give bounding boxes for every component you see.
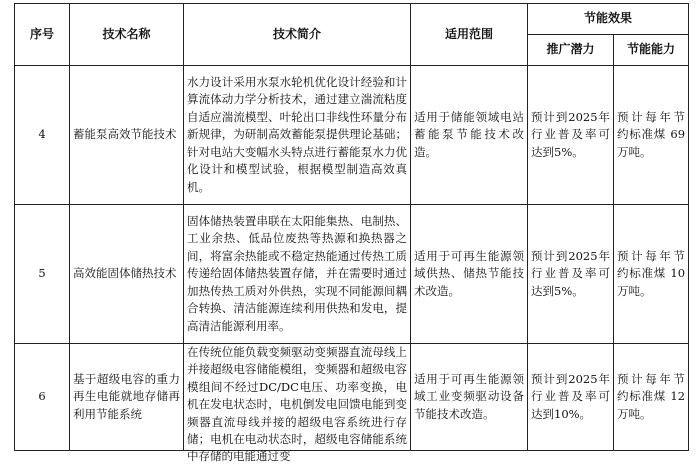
header-scope: 适用范围 <box>411 4 528 66</box>
row-potential: 预计到2025年行业普及率可达到5%。 <box>528 66 614 205</box>
table-row <box>15 344 689 451</box>
row-capacity: 预计每年节约标准煤 12 万吨。 <box>614 344 689 451</box>
table-row <box>15 205 689 344</box>
row-scope: 适用于储能领域电站蓄能泵节能技术改造。 <box>411 66 528 205</box>
row-seq: 4 <box>15 66 70 205</box>
row-name: 蓄能泵高效节能技术 <box>70 66 184 205</box>
row-name: 高效能固体储热技术 <box>70 205 184 344</box>
header-capacity: 节能能力 <box>614 35 689 66</box>
table-row <box>15 66 689 205</box>
row-intro-cell <box>184 344 411 464</box>
row-intro: 在传统位能负载变频驱动变频器直流母线上并接超级电容储能模组，变频器和超级电容模组间不经过DC/DC电压、功率变换，电机在发电状态时，电机倒发电回馈电能到变频器直流母线并接的超级电容系统进行存储；电机在电动状态时，超级电容储能系统中存储的电能通过变 <box>187 345 407 464</box>
header-intro: 技术简介 <box>184 4 411 66</box>
row-intro: 固体储热装置串联在太阳能集热、电制热、工业余热、低品位废热等热源和换热器之间，将富余热能或不稳定热能通过传热工质传递给固体储热装置存储，并在需要时通过加热传热工质对外供热，实现不同能源间耦合转换、清洁能源连续利用供热和发电，提高清洁能源利用率。 <box>184 205 411 344</box>
row-scope: 适用于可再生能源领域供热、储热节能技术改造。 <box>411 205 528 344</box>
row-potential: 预计到2025年行业普及率可达到5%。 <box>528 205 614 344</box>
row-seq: 5 <box>15 205 70 344</box>
header-potential: 推广潜力 <box>528 35 614 66</box>
row-capacity: 预计每年节约标准煤 69 万吨。 <box>614 66 689 205</box>
row-intro: 水力设计采用水泵水轮机优化设计经验和计算流体动力学分析技术，通过建立湍流粘度自适应湍流模型、叶轮出口非线性环量分布新规律，为研制高效蓄能泵提供理论基础；针对电站大变幅水头特点进行蓄能泵水力优化设计和模型试验，根据模型制造高效真机。 <box>184 66 411 205</box>
row-capacity: 预计每年节约标准煤 10 万吨。 <box>614 205 689 344</box>
row-name: 基于超级电容的重力再生电能就地存储再利用节能系统 <box>70 344 184 451</box>
row-potential: 预计到2025年行业普及率可达到10%。 <box>528 344 614 451</box>
energy-tech-table <box>14 3 689 464</box>
row-seq: 6 <box>15 344 70 451</box>
header-row <box>15 4 689 35</box>
header-name: 技术名称 <box>70 4 184 66</box>
header-seq: 序号 <box>15 4 70 66</box>
header-effect: 节能效果 <box>528 4 689 35</box>
row-scope: 适用于可再生能源领域工业变频驱动设备节能技术改造。 <box>411 344 528 451</box>
